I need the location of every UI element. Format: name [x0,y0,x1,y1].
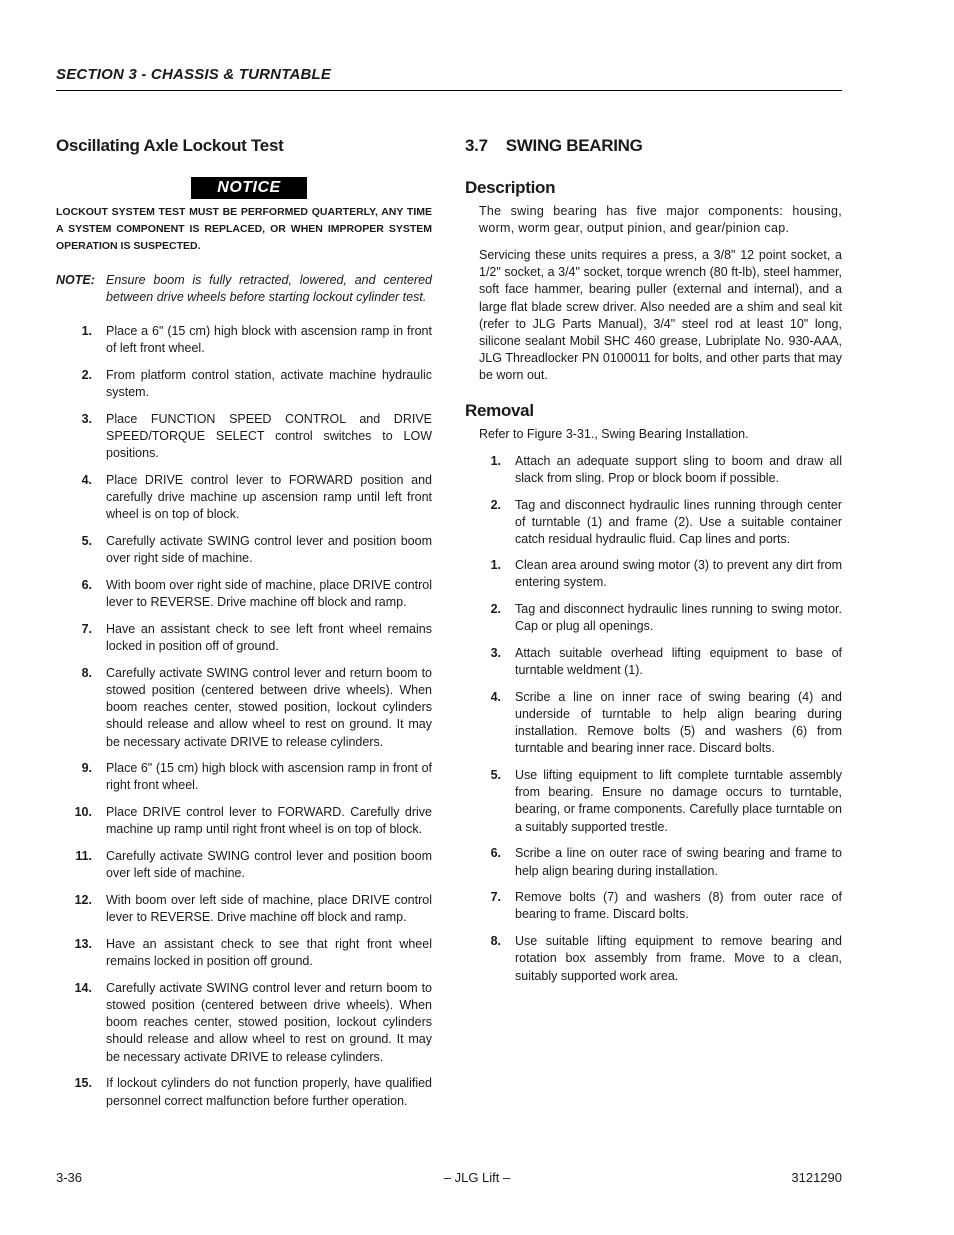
step-item [56,533,432,567]
step-number: 1. [490,558,501,572]
step-text: Place a 6" (15 cm) high block with ascension ramp in front of left front wheel. [106,324,432,356]
step-number: 10. [74,805,92,820]
step-item [465,645,842,679]
step-text: With boom over right side of machine, place DRIVE control lever to REVERSE. Drive machine off block and ramp. [106,577,432,610]
step-item [56,621,432,655]
step-text: Use suitable lifting equipment to remove bearing and rotation box assembly from frame. Move to a clean, suitably supported work area. [515,934,842,983]
step-text: Place DRIVE control lever to FORWARD position and carefully drive machine up ascension ramp until left front wheel is on top of block. [106,472,432,522]
step-number: 3. [490,645,501,660]
removal-reference: Refer to Figure 3-31., Swing Bearing Installation. [479,427,749,441]
step-item [465,453,842,487]
step-item [56,577,432,611]
step-item [56,980,432,1066]
step-text: Have an assistant check to see that right front wheel remains locked in position off ground. [106,936,432,969]
step-text: Use lifting equipment to lift complete turntable assembly from bearing. Ensure no damage occurs to turntable, bearing, or frame components. Carefully place turntable on a suitably supported trestle. [515,768,842,834]
note-label: NOTE: [56,273,95,287]
step-item [465,601,842,635]
step-number: 8. [490,934,501,949]
step-text: Carefully activate SWING control lever and position boom over right side of machine. [106,534,432,566]
notice-badge: NOTICE [191,177,307,199]
step-item [465,557,842,591]
step-number: 1. [490,454,501,468]
step-number: 3. [81,411,92,426]
step-number: 2. [81,367,92,382]
step-number: 2. [490,601,501,616]
step-item [56,892,432,926]
step-number: 8. [81,665,92,680]
step-item [465,497,842,549]
section-number: 3.7 [465,136,488,155]
step-item [465,689,842,758]
step-item [56,367,432,401]
step-item [56,665,432,751]
step-number: 15. [74,1076,92,1091]
step-text: Attach an adequate support sling to boom and draw all slack from sling. Prop or block boom if possible. [515,454,842,486]
step-item [56,472,432,524]
oscillating-axle-heading: Oscillating Axle Lockout Test [56,136,284,155]
step-item [56,760,432,794]
note-block [56,272,432,306]
step-number: 4. [81,472,92,487]
step-text: Scribe a line on inner race of swing bearing (4) and underside of turntable to help align bearing during installation. Remove bolts (5) and washers (6) from turntable and bearing inner race. Discard bolts. [515,689,842,756]
step-number: 1. [81,324,92,338]
notice-text: LOCKOUT SYSTEM TEST MUST BE PERFORMED QUARTERLY, ANY TIME A SYSTEM COMPONENT IS REPLACED, OR WHEN IMPROPER SYSTEM OPERATION IS SUSPECTED. [56,206,432,252]
step-text: Remove bolts (7) and washers (8) from outer race of bearing to frame. Discard bolts. [515,890,842,922]
removal-steps-b [465,557,842,994]
step-number: 7. [81,621,92,636]
step-text: Place FUNCTION SPEED CONTROL and DRIVE SPEED/TORQUE SELECT control switches to LOW positions. [106,411,432,461]
step-number: 12. [74,892,92,907]
step-item [56,323,432,357]
removal-steps-a [465,453,842,558]
step-text: Clean area around swing motor (3) to prevent any dirt from entering system. [515,558,842,590]
step-number: 5. [81,534,92,549]
section-3-7-heading [465,136,643,156]
step-text: Carefully activate SWING control lever and return boom to stowed position (centered between drive wheels). When boom reaches center, stowed position, lockout cylinders should release and allow wheel to rest on ground. It may be necessary activate DRIVE to release cylinders. [106,980,432,1064]
step-text: Place DRIVE control lever to FORWARD. Carefully drive machine up ramp until right front wheel is on top of block. [106,805,432,837]
step-item [56,804,432,838]
step-item [465,845,842,879]
step-text: Tag and disconnect hydraulic lines running through center of turntable (1) and frame (2). Use a suitable container catch residual hydraulic fluid. Cap lines and ports. [515,497,842,547]
step-number: 7. [490,890,501,905]
step-item [465,889,842,923]
description-paragraph-2: Servicing these units requires a press, a 3/8" 12 point socket, a 1/2" socket, a 3/4" socket, torque wrench (80 ft-lb), steel hammer, soft face hammer, bearing puller (external and internal), and a large flat blade screw driver. Also needed are a shim and seal kit (refer to JLG Parts Manual), 3/4" steel rod at least 10" long, silicone sealant Mobil SHC 460 grease, Lubriplate No. 930-AAA, JLG Threadlocker PN 0100011 for bolts, and other parts that may be worn out. [479,248,842,383]
header-divider [56,90,842,91]
step-item [465,933,842,985]
description-heading: Description [465,178,556,197]
step-number: 13. [74,936,92,951]
step-item [56,411,432,463]
step-item [56,848,432,882]
step-item [56,1075,432,1109]
step-text: Carefully activate SWING control lever and return boom to stowed position (centered between drive wheels). When boom reaches center, stowed position, lockout cylinders should release and allow wheel to rest on ground. It may be necessary activate DRIVE to release cylinders. [106,665,432,749]
step-number: 6. [490,846,501,861]
step-text: Attach suitable overhead lifting equipment to base of turntable weldment (1). [515,645,842,678]
doc-number: 3121290 [791,1170,842,1185]
section-title: SWING BEARING [505,136,643,155]
step-text: Carefully activate SWING control lever and position boom over left side of machine. [106,849,432,881]
step-number: 14. [74,980,92,995]
step-number: 9. [81,761,92,776]
step-text: With boom over left side of machine, place DRIVE control lever to REVERSE. Drive machine off block and ramp. [106,892,432,925]
description-paragraph-1: The swing bearing has five major components: housing, worm, worm gear, output pinion, and gear/pinion cap. [479,204,842,236]
step-text: Tag and disconnect hydraulic lines running to swing motor. Cap or plug all openings. [515,601,842,634]
footer-center: – JLG Lift – [443,1170,511,1185]
lockout-test-steps [56,323,432,1119]
step-number: 5. [490,768,501,783]
step-item [56,936,432,970]
step-number: 11. [75,849,92,864]
step-text: If lockout cylinders do not function properly, have qualified personnel correct malfunction before further operation. [106,1076,432,1108]
step-text: Scribe a line on outer race of swing bearing and frame to help align bearing during installation. [515,846,842,878]
step-text: From platform control station, activate machine hydraulic system. [106,367,432,400]
step-number: 6. [81,577,92,592]
note-text: Ensure boom is fully retracted, lowered, and centered between drive wheels before starting lockout cylinder test. [106,273,432,304]
section-header: SECTION 3 - CHASSIS & TURNTABLE [56,66,332,83]
removal-heading: Removal [465,401,534,420]
step-text: Place 6" (15 cm) high block with ascension ramp in front of right front wheel. [106,761,432,793]
page-number: 3-36 [56,1170,83,1185]
step-number: 2. [490,497,501,512]
step-item [465,767,842,836]
step-text: Have an assistant check to see left front wheel remains locked in position off of ground. [106,621,432,654]
step-number: 4. [490,689,501,704]
